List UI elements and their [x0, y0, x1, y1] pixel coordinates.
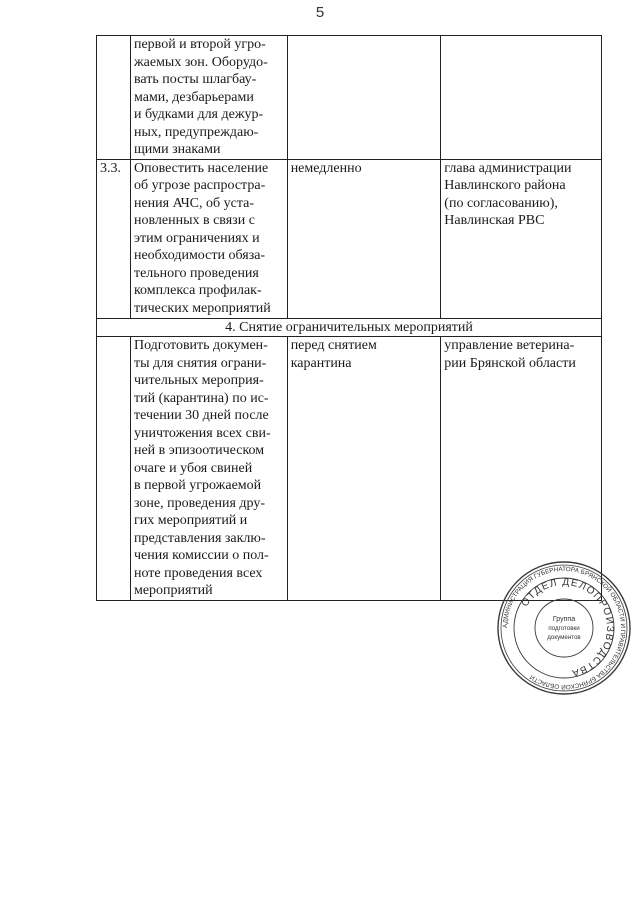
measures-table [96, 35, 602, 601]
responsible-cell [441, 159, 602, 318]
section-heading: 4. Снятие ограничительных мероприятий [97, 318, 602, 337]
row-number: 3.3. [100, 160, 121, 176]
action-cell [130, 159, 287, 318]
stamp-center-line-3: документов [547, 634, 581, 641]
responsible-text: глава администрации Навлинского района (по согласованию), Навлинская РВС [444, 160, 572, 228]
table-row [97, 36, 602, 160]
action-cell [130, 337, 287, 601]
term-cell [287, 159, 441, 318]
row-number-cell [97, 36, 131, 160]
stamp-outer-text: АДМИНИСТРАЦИЯ ГУБЕРНАТОРА БРЯНСКОЙ ОБЛАСТИ И ПРАВИТЕЛЬСТВА БРЯНСКОЙ ОБЛАСТИ [501, 565, 627, 691]
stamp-center-line-1: Группа [552, 616, 576, 623]
section-heading-row [97, 318, 602, 337]
row-number-cell [97, 159, 131, 318]
action-text: первой и второй угро- жаемых зон. Оборудо- вать посты шлагбау- мами, дезбарьерами и будками для дежур- ных, предупреждаю- щими знаками [133, 37, 268, 157]
action-cell [130, 36, 287, 160]
stamp-middle-text: ОТДЕЛ ДЕЛОПРОИЗВОДСТВА [519, 576, 616, 679]
responsible-text: управление ветерина- рии Брянской области [444, 338, 576, 371]
responsible-cell [441, 36, 602, 160]
action-text: Подготовить докумен- ты для снятия ограни- чительных мероприя- тий (карантина) по ис- течении 30 дней после уничтожения всех сви- ней в эпизоотическом очаге и убоя свиней в первой угрожаемой зоне, проведения дру- гих мероприятий и представления заклю- чения комиссии о пол- ноте проведения всех мероприятий [133, 338, 271, 598]
page-number: 5 [315, 4, 325, 21]
term-cell [287, 337, 441, 601]
row-number-cell [97, 337, 131, 601]
stamp-center-line-2: подготовки [548, 625, 580, 632]
term-cell [287, 36, 441, 160]
official-stamp [496, 560, 632, 696]
table-row [97, 159, 602, 318]
term-text: немедленно [290, 160, 362, 176]
action-text: Оповестить население об угрозе распростра- нения АЧС, об уста- новленных в связи с этим ограничениях и необходимости обяза- тельного проведения комплекса профилак- тических мероприятий [133, 160, 271, 316]
term-text: перед снятием карантина [290, 338, 377, 371]
